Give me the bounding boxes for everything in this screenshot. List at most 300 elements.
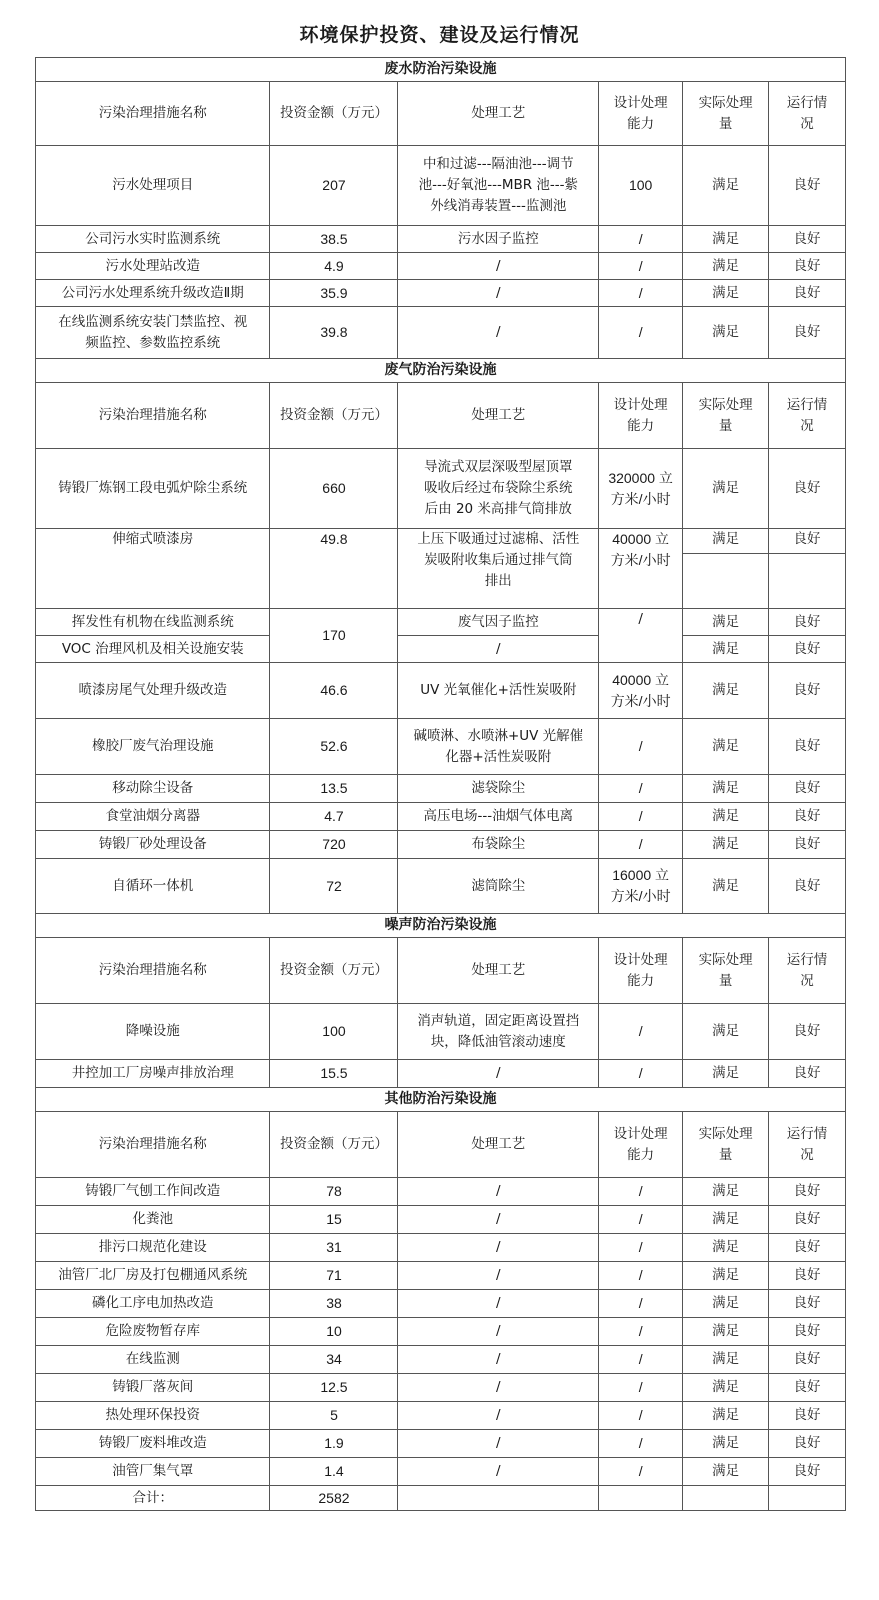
- actual-volume: [683, 226, 769, 253]
- design-capacity-text: /: [638, 1435, 643, 1451]
- operation-status-text: 良好: [793, 682, 821, 698]
- invest-amount: [270, 1458, 398, 1486]
- process-tech: [398, 1290, 599, 1318]
- actual-volume: [683, 1346, 769, 1374]
- header-design: [599, 1112, 683, 1178]
- process-tech: [398, 226, 599, 253]
- table-row: [36, 663, 846, 719]
- actual-volume-text: 满足: [712, 1463, 740, 1479]
- operation-status: [769, 775, 846, 803]
- total-empty: [398, 1486, 599, 1511]
- measure-name: [36, 253, 270, 280]
- actual-volume: [683, 636, 769, 663]
- header-design-text: 设计处理: [613, 951, 668, 968]
- measure-name: [36, 663, 270, 719]
- process-tech-text: /: [496, 284, 501, 301]
- invest-amount: [270, 307, 398, 359]
- design-capacity: [599, 859, 683, 914]
- measure-name-text: 排污口规范化建设: [98, 1239, 207, 1255]
- actual-volume-empty: [683, 554, 769, 609]
- measure-name: [36, 1290, 270, 1318]
- table-row: [36, 1178, 846, 1206]
- measure-name-text: 热处理环保投资: [105, 1407, 200, 1423]
- process-tech-text: 滤袋除尘: [471, 780, 526, 796]
- design-capacity: [599, 1346, 683, 1374]
- process-tech-text: 吸收后经过布袋除尘系统: [424, 480, 573, 496]
- design-capacity-text: 100: [628, 177, 653, 193]
- operation-status: [769, 146, 846, 226]
- process-tech: [398, 1206, 599, 1234]
- operation-status: [769, 1004, 846, 1060]
- invest-amount-text: 35.9: [320, 284, 348, 301]
- total-empty: [599, 1486, 683, 1511]
- measure-name: [36, 859, 270, 914]
- design-capacity: [599, 226, 683, 253]
- header-invest-text: 投资金额（万元）: [279, 962, 388, 978]
- process-tech: [398, 1060, 599, 1088]
- invest-amount-text: 4.7: [324, 808, 344, 824]
- section-row: [36, 359, 846, 383]
- actual-volume: [683, 529, 769, 554]
- process-tech: [398, 1004, 599, 1060]
- invest-amount-text: 13.5: [320, 780, 348, 796]
- measure-name-text: 污水处理项目: [112, 177, 194, 193]
- header-status: [769, 938, 846, 1004]
- operation-status: [769, 1060, 846, 1088]
- operation-status: [769, 1402, 846, 1430]
- actual-volume-text: 满足: [712, 1379, 740, 1395]
- operation-status-text: 良好: [793, 640, 821, 657]
- design-capacity-text: 320000 立: [608, 469, 673, 486]
- header-name: [36, 82, 270, 146]
- actual-volume-text: 满足: [712, 230, 740, 247]
- design-capacity-text: /: [638, 1351, 643, 1367]
- design-capacity-text: /: [638, 1267, 643, 1283]
- measure-name-text: 橡胶厂废气治理设施: [91, 738, 214, 754]
- header-status-text: 运行情: [786, 396, 828, 413]
- header-invest-text: 投资金额（万元）: [279, 1136, 388, 1152]
- total-label-text: 合计：: [132, 1489, 173, 1506]
- invest-amount: [270, 449, 398, 529]
- actual-volume-text: 满足: [712, 682, 740, 698]
- process-tech: [398, 253, 599, 280]
- operation-status-text: 良好: [793, 1211, 821, 1227]
- actual-volume: [683, 253, 769, 280]
- section-title: [36, 359, 846, 383]
- actual-volume-text: 满足: [712, 1211, 740, 1227]
- design-capacity: [599, 1290, 683, 1318]
- measure-name-text: 公司污水实时监测系统: [85, 230, 221, 247]
- actual-volume: [683, 1318, 769, 1346]
- process-tech-text: 炭吸附收集后通过排气筒: [424, 552, 573, 568]
- document-title: 环境保护投资、建设及运行情况: [299, 24, 580, 46]
- operation-status-text: 良好: [793, 1295, 821, 1311]
- design-capacity: [599, 449, 683, 529]
- table-row: [36, 775, 846, 803]
- actual-volume: [683, 719, 769, 775]
- section-title: [36, 1088, 846, 1112]
- invest-amount-text: 78: [326, 1183, 342, 1199]
- process-tech-text: /: [496, 1463, 501, 1479]
- actual-volume-text: 满足: [712, 877, 740, 894]
- invest-amount: [270, 1178, 398, 1206]
- header-status: [769, 1112, 846, 1178]
- process-tech-text: 滤筒除尘: [471, 877, 526, 894]
- design-capacity: [599, 253, 683, 280]
- header-name-text: 污染治理措施名称: [98, 962, 207, 978]
- total-label: [36, 1486, 270, 1511]
- invest-amount: [270, 859, 398, 914]
- design-capacity-text: /: [638, 230, 643, 247]
- environmental-investment-table: [35, 57, 846, 1511]
- operation-status: [769, 1234, 846, 1262]
- header-invest: [270, 82, 398, 146]
- header-status-text: 运行情: [786, 94, 828, 111]
- operation-status: [769, 1430, 846, 1458]
- invest-amount: [270, 1004, 398, 1060]
- invest-amount-text: 49.8: [320, 531, 348, 547]
- design-capacity-text: /: [638, 257, 643, 274]
- actual-volume-text: 满足: [712, 1183, 740, 1199]
- actual-volume-text: 满足: [712, 640, 740, 657]
- table-row: [36, 226, 846, 253]
- measure-name: [36, 1234, 270, 1262]
- measure-name-text: 油管厂集气罩: [112, 1463, 194, 1479]
- header-process: [398, 383, 599, 449]
- actual-volume: [683, 1430, 769, 1458]
- operation-status-text: 良好: [793, 1239, 821, 1255]
- design-capacity: [599, 663, 683, 719]
- invest-amount: [270, 803, 398, 831]
- operation-status-text: 良好: [793, 780, 821, 796]
- process-tech: [398, 1374, 599, 1402]
- actual-volume-text: 满足: [712, 613, 740, 630]
- operation-status: [769, 1178, 846, 1206]
- actual-volume-text: 满足: [712, 531, 740, 547]
- table-row: [36, 1458, 846, 1486]
- actual-volume: [683, 831, 769, 859]
- measure-name-text: VOC 治理风机及相关设施安装: [61, 640, 244, 657]
- measure-name: [36, 719, 270, 775]
- process-tech: [398, 831, 599, 859]
- invest-amount: [270, 1206, 398, 1234]
- process-tech-text: 布袋除尘: [471, 836, 526, 852]
- process-tech: [398, 609, 599, 636]
- invest-amount: [270, 253, 398, 280]
- process-tech-text: 消声轨道，固定距离设置挡: [417, 1012, 580, 1029]
- process-tech: [398, 1234, 599, 1262]
- operation-status: [769, 1290, 846, 1318]
- measure-name-text: 化粪池: [132, 1211, 173, 1227]
- operation-status-text: 良好: [793, 257, 821, 274]
- measure-name: [36, 1060, 270, 1088]
- header-row: [36, 1112, 846, 1178]
- header-design: [599, 383, 683, 449]
- invest-amount: [270, 1374, 398, 1402]
- table-row: [36, 1430, 846, 1458]
- actual-volume-text: 满足: [712, 738, 740, 754]
- table-row: [36, 280, 846, 307]
- table-row: [36, 307, 846, 359]
- process-tech-text: UV 光氧催化+活性炭吸附: [420, 682, 577, 698]
- header-name: [36, 1112, 270, 1178]
- process-tech-text: /: [496, 1065, 501, 1081]
- design-capacity-text: /: [638, 1239, 643, 1255]
- process-tech-text: /: [496, 1183, 501, 1199]
- process-tech-text: 高压电场---油烟气体电离: [423, 808, 574, 824]
- operation-status-text: 良好: [793, 177, 821, 193]
- process-tech: [398, 636, 599, 663]
- operation-status-text: 良好: [793, 1323, 821, 1339]
- header-status-text: 运行情: [786, 951, 828, 968]
- process-tech-text: /: [496, 1407, 501, 1423]
- operation-status-text: 良好: [793, 284, 821, 301]
- table-row: [36, 803, 846, 831]
- process-tech-text: 外线消毒装置---监测池: [430, 198, 567, 214]
- header-status-text: 况: [800, 1146, 814, 1163]
- operation-status: [769, 226, 846, 253]
- invest-amount-text: 12.5: [320, 1379, 348, 1395]
- measure-name-text: 铸锻厂砂处理设备: [98, 836, 207, 852]
- design-capacity-text: /: [638, 1065, 643, 1081]
- header-process: [398, 82, 599, 146]
- section-title-text: 废水防治污染设施: [384, 61, 497, 77]
- invest-amount-text: 660: [322, 480, 346, 496]
- process-tech-text: 污水因子监控: [457, 230, 539, 247]
- design-capacity-text: /: [638, 1023, 643, 1039]
- header-status: [769, 383, 846, 449]
- table-row: [36, 831, 846, 859]
- process-tech: [398, 529, 599, 609]
- actual-volume: [683, 609, 769, 636]
- header-status-text: 况: [800, 417, 814, 434]
- section-row: [36, 914, 846, 938]
- invest-amount-text: 1.4: [324, 1463, 344, 1479]
- actual-volume-text: 满足: [712, 480, 740, 496]
- operation-status: [769, 529, 846, 554]
- invest-amount-text: 15: [326, 1211, 342, 1227]
- measure-name-text: 井控加工厂房噪声排放治理: [71, 1065, 234, 1081]
- header-status: [769, 82, 846, 146]
- header-invest: [270, 383, 398, 449]
- design-capacity-text: /: [638, 611, 643, 627]
- operation-status-text: 良好: [793, 230, 821, 247]
- operation-status: [769, 307, 846, 359]
- design-capacity: [599, 1374, 683, 1402]
- design-capacity-text: /: [638, 738, 643, 754]
- header-process: [398, 1112, 599, 1178]
- process-tech: [398, 803, 599, 831]
- operation-status-text: 良好: [793, 738, 821, 754]
- invest-amount: [270, 1346, 398, 1374]
- table-row: [36, 1004, 846, 1060]
- header-design-text: 能力: [627, 417, 655, 434]
- table-row: [36, 253, 846, 280]
- header-design-text: 能力: [627, 972, 655, 989]
- table-row: [36, 529, 846, 554]
- process-tech-text: 排出: [484, 573, 512, 589]
- design-capacity: [599, 1206, 683, 1234]
- invest-amount-text: 34: [326, 1351, 342, 1367]
- process-tech-text: /: [496, 640, 501, 657]
- invest-amount: [270, 1060, 398, 1088]
- design-capacity-text: 16000 立: [612, 867, 670, 883]
- invest-amount-text: 46.6: [320, 682, 348, 698]
- header-name-text: 污染治理措施名称: [98, 1136, 207, 1152]
- design-capacity: [599, 1004, 683, 1060]
- header-actual-text: 实际处理: [698, 396, 753, 413]
- measure-name-text: 铸锻厂落灰间: [112, 1379, 194, 1395]
- invest-amount: [270, 775, 398, 803]
- design-capacity-text: /: [638, 1323, 643, 1339]
- design-capacity: [599, 1178, 683, 1206]
- measure-name: [36, 609, 270, 636]
- table-row: [36, 449, 846, 529]
- design-capacity-text: /: [638, 1379, 643, 1395]
- measure-name-text: 频监控、参数监控系统: [85, 334, 221, 351]
- actual-volume-text: 满足: [712, 1407, 740, 1423]
- header-invest: [270, 1112, 398, 1178]
- operation-status-text: 良好: [793, 1379, 821, 1395]
- design-capacity: [599, 831, 683, 859]
- invest-amount: [270, 1318, 398, 1346]
- actual-volume-text: 满足: [712, 1295, 740, 1311]
- total-row: [36, 1486, 846, 1511]
- design-capacity: [599, 146, 683, 226]
- process-tech-text: /: [496, 1351, 501, 1367]
- operation-status-text: 良好: [793, 1023, 821, 1039]
- measure-name-text: 挥发性有机物在线监测系统: [71, 613, 234, 630]
- process-tech-text: /: [496, 257, 501, 274]
- header-status-text: 运行情: [786, 1125, 828, 1142]
- design-capacity: [599, 1318, 683, 1346]
- process-tech-text: /: [496, 1267, 501, 1283]
- design-capacity-text: 方米/小时: [610, 490, 671, 507]
- invest-amount: [270, 146, 398, 226]
- actual-volume-text: 满足: [712, 808, 740, 824]
- header-design-text: 设计处理: [613, 396, 668, 413]
- actual-volume-text: 满足: [712, 1023, 740, 1039]
- process-tech: [398, 146, 599, 226]
- measure-name-text: 在线监测系统安装门禁监控、视: [58, 313, 248, 330]
- invest-amount: [270, 1234, 398, 1262]
- operation-status: [769, 719, 846, 775]
- process-tech: [398, 1346, 599, 1374]
- section-title-text: 噪声防治污染设施: [384, 917, 497, 933]
- header-process-text: 处理工艺: [471, 1136, 526, 1152]
- actual-volume-text: 满足: [712, 780, 740, 796]
- header-actual-text: 量: [718, 115, 733, 132]
- actual-volume: [683, 1060, 769, 1088]
- measure-name: [36, 1206, 270, 1234]
- header-actual: [683, 1112, 769, 1178]
- header-row: [36, 82, 846, 146]
- operation-status: [769, 1346, 846, 1374]
- actual-volume: [683, 663, 769, 719]
- actual-volume-text: 满足: [712, 1323, 740, 1339]
- measure-name-text: 在线监测: [125, 1351, 180, 1367]
- actual-volume: [683, 1402, 769, 1430]
- section-row: [36, 58, 846, 82]
- measure-name-text: 铸锻厂废料堆改造: [98, 1435, 207, 1451]
- header-design-text: 设计处理: [613, 1125, 668, 1142]
- operation-status: [769, 1374, 846, 1402]
- invest-amount-text: 170: [322, 627, 346, 643]
- design-capacity: [599, 1262, 683, 1290]
- measure-name: [36, 1430, 270, 1458]
- design-capacity: [599, 609, 683, 663]
- header-actual-text: 实际处理: [698, 1125, 753, 1142]
- process-tech-text: /: [496, 1239, 501, 1255]
- design-capacity-text: 方米/小时: [610, 888, 671, 904]
- invest-amount-text: 100: [322, 1023, 346, 1039]
- invest-amount-text: 71: [326, 1267, 342, 1283]
- header-status-text: 况: [800, 115, 814, 132]
- invest-amount-text: 72: [326, 877, 342, 894]
- process-tech-text: 化器+活性炭吸附: [445, 748, 552, 765]
- process-tech-text: /: [496, 1211, 501, 1227]
- operation-status-text: 良好: [793, 1435, 821, 1451]
- invest-amount: [270, 1430, 398, 1458]
- actual-volume-text: 满足: [712, 1267, 740, 1283]
- header-actual: [683, 383, 769, 449]
- table-row: [36, 146, 846, 226]
- actual-volume: [683, 1262, 769, 1290]
- operation-status: [769, 803, 846, 831]
- design-capacity-text: 方米/小时: [610, 552, 671, 568]
- operation-status: [769, 831, 846, 859]
- actual-volume-text: 满足: [712, 284, 740, 301]
- header-row: [36, 383, 846, 449]
- measure-name: [36, 146, 270, 226]
- header-actual-text: 量: [718, 417, 733, 434]
- table-row: [36, 859, 846, 914]
- invest-amount-text: 5: [330, 1407, 338, 1423]
- measure-name-text: 降噪设施: [125, 1023, 180, 1039]
- invest-amount: [270, 719, 398, 775]
- actual-volume: [683, 1004, 769, 1060]
- measure-name: [36, 1178, 270, 1206]
- header-actual-text: 量: [718, 972, 733, 989]
- invest-amount: [270, 226, 398, 253]
- design-capacity: [599, 1430, 683, 1458]
- design-capacity: [599, 775, 683, 803]
- process-tech: [398, 1402, 599, 1430]
- process-tech: [398, 775, 599, 803]
- design-capacity: [599, 803, 683, 831]
- actual-volume: [683, 1178, 769, 1206]
- design-capacity-text: 40000 立: [612, 531, 670, 547]
- operation-status-text: 良好: [793, 836, 821, 852]
- process-tech-text: /: [496, 1295, 501, 1311]
- process-tech-text: /: [496, 1379, 501, 1395]
- operation-status-text: 良好: [793, 1065, 821, 1081]
- measure-name-text: 伸缩式喷漆房: [112, 531, 194, 547]
- process-tech-text: /: [496, 1323, 501, 1339]
- measure-name-text: 磷化工序电加热改造: [91, 1295, 214, 1311]
- operation-status: [769, 449, 846, 529]
- measure-name-text: 污水处理站改造: [105, 257, 200, 274]
- process-tech: [398, 1178, 599, 1206]
- operation-status-text: 良好: [793, 808, 821, 824]
- design-capacity-text: /: [638, 1211, 643, 1227]
- measure-name: [36, 1458, 270, 1486]
- actual-volume-text: 满足: [712, 836, 740, 852]
- process-tech: [398, 663, 599, 719]
- invest-amount-text: 207: [322, 177, 346, 193]
- actual-volume: [683, 1290, 769, 1318]
- header-status-text: 况: [800, 972, 814, 989]
